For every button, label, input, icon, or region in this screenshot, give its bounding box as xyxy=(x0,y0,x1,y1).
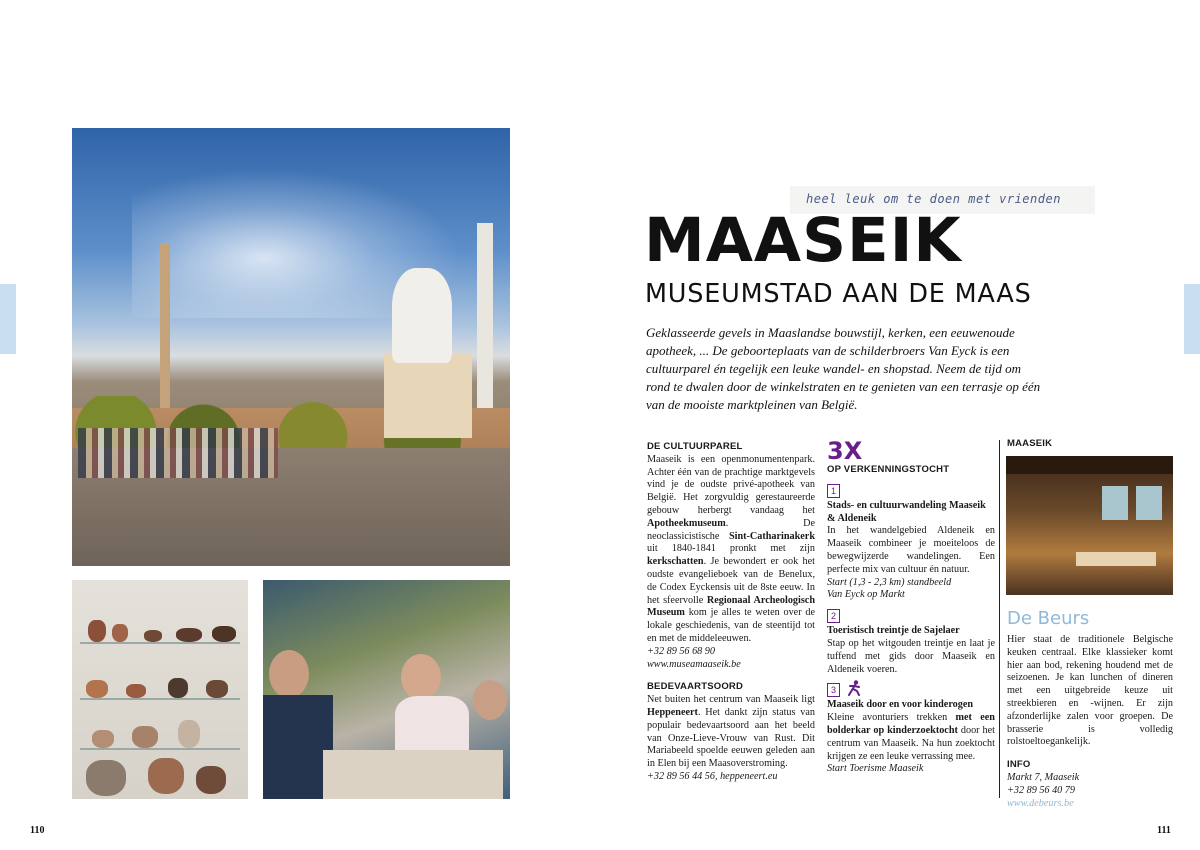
pot xyxy=(144,630,162,642)
church-tower-left xyxy=(160,243,170,413)
section-heading: DE CULTUURPAREL xyxy=(647,441,743,452)
column-de-beurs xyxy=(1007,438,1173,451)
pot xyxy=(92,730,114,748)
ceiling-beam xyxy=(1006,456,1173,474)
section-heading: OP VERKENNINGSTOCHT xyxy=(827,464,950,475)
pot xyxy=(132,726,158,748)
de-beurs-details xyxy=(1007,600,1173,810)
phone-number: +32 89 56 68 90 xyxy=(647,645,715,657)
pot xyxy=(178,720,200,748)
person-body xyxy=(395,696,469,756)
table xyxy=(323,750,503,799)
text-run: Kleine avonturiers trekken xyxy=(827,712,956,724)
crowd xyxy=(78,428,278,478)
column-divider xyxy=(999,440,1000,798)
section-heading: MAASEIK xyxy=(1007,438,1053,449)
item-note: Start Toerisme Maaseik xyxy=(827,763,924,775)
text-run: . De neoclassicistische xyxy=(647,517,815,542)
handwritten-note: heel leuk om te doen met vrienden xyxy=(790,186,1095,214)
restaurant-name: De Beurs xyxy=(1007,608,1090,629)
person-face xyxy=(269,650,309,698)
phone-number: +32 89 56 40 79 xyxy=(1007,784,1075,796)
bold-run: Regionaal Archeologisch Museum xyxy=(647,594,815,619)
pot xyxy=(212,626,236,642)
pot xyxy=(86,760,126,796)
bold-run: kerkschatten xyxy=(647,556,704,568)
text-run: kom je alles te weten over de lokale geschiedenis, van de steentijd tot en met de middeleeuwen. xyxy=(647,607,815,644)
table xyxy=(1076,552,1156,566)
restaurant-interior-photo xyxy=(1006,456,1173,595)
item-title: Stads- en cultuurwandeling Maaseik & Aldeneik xyxy=(827,499,986,524)
section-heading: BEDEVAARTSOORD xyxy=(647,681,744,693)
pot xyxy=(112,624,128,642)
website-link[interactable]: www.debeurs.be xyxy=(1007,797,1074,809)
page-subtitle: MUSEUMSTAD AAN DE MAAS xyxy=(645,279,1032,309)
column-verkenningstocht xyxy=(827,438,995,776)
pot xyxy=(88,620,106,642)
text-run: . Je bewondert er ook het oudste evangelieboek van de Benelux, de Codex Eyckensis uit de 8ste eeuw. In het sfeervolle xyxy=(647,556,815,606)
pot xyxy=(126,684,146,698)
text-run: uit 1840-1841 pronkt met zijn xyxy=(647,543,815,555)
restaurant-text: Hier staat de traditionele Belgische keuken centraal. Elke klassieker komt hier aan bod, rekening houdend met de seizoenen. Je kan lunchen of dineren met een uitgebreide keuze uit streekbieren en -wijnen. Er zijn afzonderlijke zalen voor groepen. De brasserie is volledig rolstoeltoegankelijk. xyxy=(1007,634,1173,748)
bold-run: Apotheekmuseum xyxy=(647,517,726,529)
statue-pedestal xyxy=(384,353,472,438)
shelf xyxy=(80,698,240,700)
pot xyxy=(176,628,202,642)
item-title: Toeristisch treintje de Sajelaer xyxy=(827,625,960,637)
pot xyxy=(148,758,184,794)
page-number-right: 111 xyxy=(1157,825,1171,836)
window xyxy=(1102,486,1128,520)
text-run: Net buiten het centrum van Maaseik ligt xyxy=(647,694,815,706)
van-eyck-statue xyxy=(392,268,452,363)
market-square-photo xyxy=(72,128,510,566)
pottery-display-photo xyxy=(72,580,248,799)
person-face xyxy=(401,654,441,700)
pot xyxy=(86,680,108,698)
body-text xyxy=(647,694,815,771)
intro-paragraph: Geklasseerde gevels in Maaslandse bouwstijl, kerken, een eeuwenoude apotheek, ... De geboorteplaats van de schilderbroers Van Eyck is een cultuurparel én tegelijk een leuke wandel- en shopstad. Neem de tijd om rond te dwalen door de winkelstraten en te genieten van een terrasje op één van de mooiste marktpleinen van België. xyxy=(646,325,1041,412)
bold-run: met een bolderkar op kinderzoektocht xyxy=(827,712,995,736)
side-tab-left xyxy=(0,284,16,354)
pot xyxy=(196,766,226,794)
address: Markt 7, Maaseik xyxy=(1007,771,1080,783)
item-text: Stap op het witgouden treintje en laat je tuffend met gids door Maaseik en Aldeneik voeren. xyxy=(827,637,995,675)
person-face xyxy=(473,680,507,720)
number-box: 3 xyxy=(827,683,840,697)
side-tab-right xyxy=(1184,284,1200,354)
info-heading: INFO xyxy=(1007,759,1031,771)
pot xyxy=(206,680,228,698)
number-box: 1 xyxy=(827,484,840,498)
item-text: In het wandelgebied Aldeneik en Maaseik combineer je moeiteloos de bewegwijzerde wandelingen. Een perfecte mix van cultuur én natuur. xyxy=(827,525,995,575)
page-title: MAASEIK xyxy=(644,205,962,276)
big-3x: 3X xyxy=(827,437,863,465)
bold-run: Heppeneert xyxy=(647,706,698,718)
page-number-left: 110 xyxy=(30,825,45,836)
child-running-icon xyxy=(847,680,861,696)
text-run: Maaseik is een openmonumentenpark. Achter één van de prachtige marktgevels vind je de oudste privé-apotheek van België. Het zorgvuldig gerestaureerde gebouw herbergt vandaag het xyxy=(647,453,815,516)
text-run: . Het dankt zijn status van populair bedevaartsoord aan het beeld van Onze-Lieve-Vrouw van Rust. Dit Mariabeeld spoelde eeuwen geleden aan in Elen bij een Maasoverstroming. xyxy=(647,706,815,770)
item-note: Van Eyck op Markt xyxy=(827,589,905,601)
shelf xyxy=(80,748,240,750)
text-run: door het centrum van Maaseik. Na hun zoektocht krijgen ze een leuke verrassing mee. xyxy=(827,724,995,762)
item-note: Start (1,3 - 2,3 km) standbeeld xyxy=(827,576,952,588)
number-box: 2 xyxy=(827,609,840,623)
window xyxy=(1136,486,1162,520)
shelf xyxy=(80,642,240,644)
contact-line: +32 89 56 44 56, heppeneert.eu xyxy=(647,770,778,782)
website-link[interactable]: www.museamaaseik.be xyxy=(647,658,741,670)
church-tower-right xyxy=(477,223,493,413)
item-title: Maaseik door en voor kinderogen xyxy=(827,699,974,711)
pot xyxy=(168,678,188,698)
body-text xyxy=(647,454,815,646)
item-text xyxy=(827,712,995,763)
terrace-photo xyxy=(263,580,510,799)
bold-run: Sint-Catharinakerk xyxy=(728,530,815,542)
column-cultuurparel xyxy=(647,441,815,784)
